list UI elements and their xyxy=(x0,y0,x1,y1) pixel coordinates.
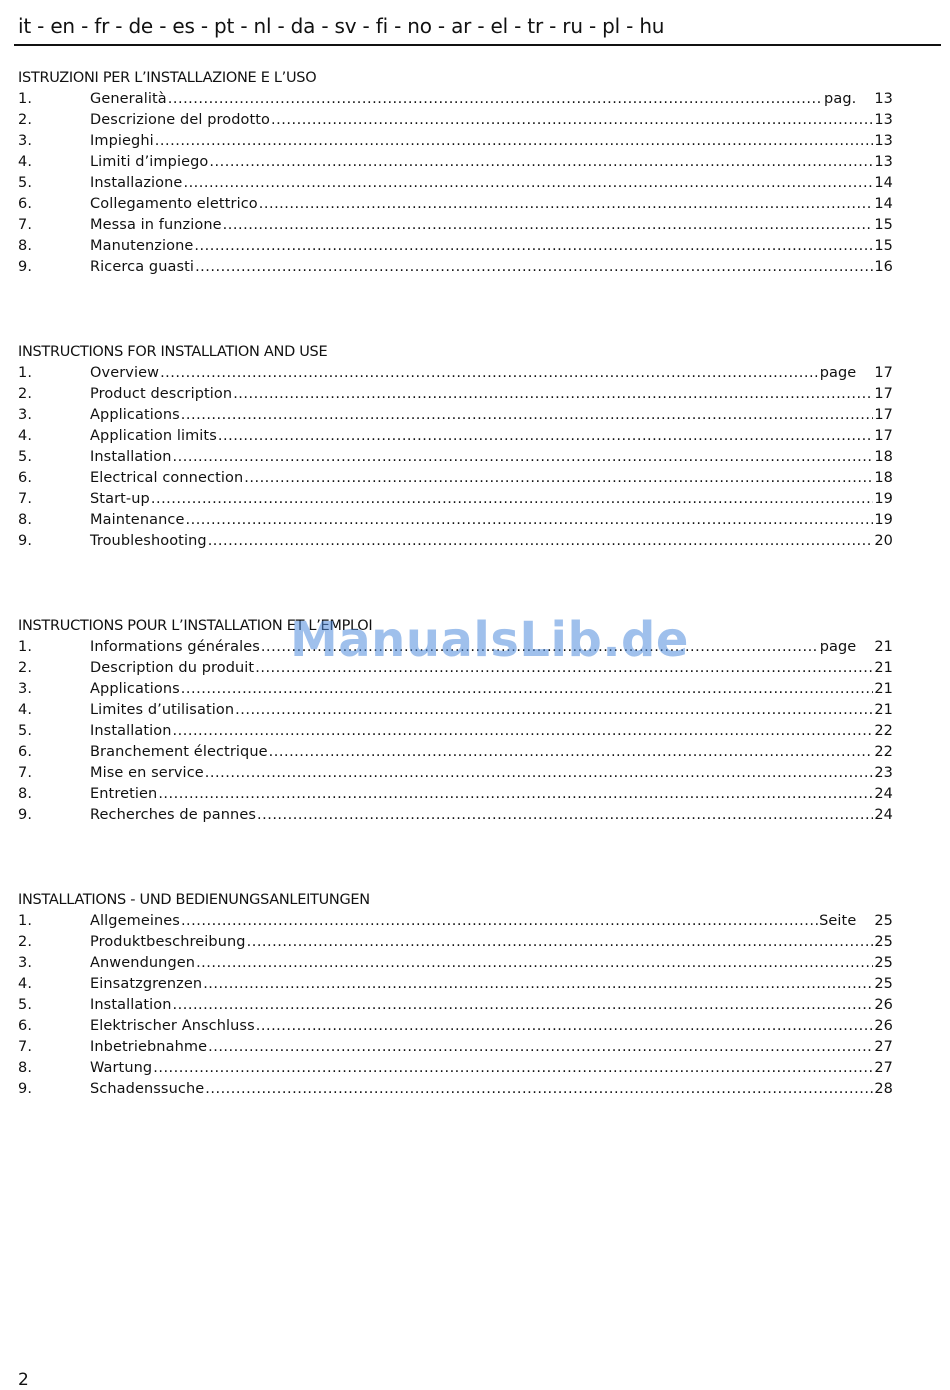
toc-entry-number: 9. xyxy=(18,533,33,549)
toc-entry-number: 9. xyxy=(18,259,33,275)
toc-dot-leader xyxy=(181,679,874,700)
toc-entry-page xyxy=(874,658,893,679)
toc-entry xyxy=(18,721,893,742)
toc-page-number: 27 xyxy=(874,1039,893,1055)
toc-entry xyxy=(18,1079,893,1100)
toc-entry-label: Inbetriebnahme xyxy=(90,1039,208,1055)
toc-entry xyxy=(18,1037,893,1058)
toc-entry-page xyxy=(874,742,893,763)
toc-dot-leader xyxy=(208,531,874,552)
toc-page-number: 28 xyxy=(874,1081,893,1097)
toc-entry-page xyxy=(874,405,893,426)
toc-section-it xyxy=(18,68,893,278)
toc-entry-label: Installation xyxy=(90,449,172,465)
toc-entry-page xyxy=(874,974,893,995)
toc-entry-page xyxy=(874,131,893,152)
toc-entry-label: Electrical connection xyxy=(90,470,244,486)
toc-page-prefix: pag. xyxy=(824,91,857,107)
toc-page-number: 22 xyxy=(874,744,893,760)
toc-page-number: 14 xyxy=(874,196,893,212)
toc-entry xyxy=(18,363,893,384)
toc-dot-leader xyxy=(259,194,874,215)
toc-dot-leader xyxy=(233,384,873,405)
toc-dot-leader xyxy=(195,257,873,278)
toc-dot-leader xyxy=(247,932,874,953)
toc-entry-number: 8. xyxy=(18,1060,33,1076)
toc-entry xyxy=(18,953,893,974)
toc-entry-label: Anwendungen xyxy=(90,955,196,971)
toc-page-number: 25 xyxy=(874,976,893,992)
section-title: INSTRUCTIONS POUR L’INSTALLATION ET L’EMPLOI xyxy=(18,618,373,634)
toc-entry-number: 4. xyxy=(18,702,33,718)
toc-entry-label: Application limits xyxy=(90,428,217,444)
toc-dot-leader xyxy=(203,974,873,995)
toc-entry xyxy=(18,131,893,152)
page-number: 2 xyxy=(18,1370,29,1390)
toc-page-number: 13 xyxy=(874,133,893,149)
toc-page-number: 26 xyxy=(874,1018,893,1034)
toc-entry-label: Informations générales xyxy=(90,639,260,655)
toc-entry xyxy=(18,700,893,721)
toc-dot-leader xyxy=(205,763,874,784)
toc-dot-leader xyxy=(160,363,819,384)
toc-page-number: 13 xyxy=(874,154,893,170)
toc-dot-leader xyxy=(235,700,873,721)
toc-entry-page xyxy=(820,637,893,658)
toc-dot-leader xyxy=(256,1016,874,1037)
toc-entry-label: Schadenssuche xyxy=(90,1081,205,1097)
toc-page-number: 17 xyxy=(874,386,893,402)
toc-page-number: 21 xyxy=(874,660,893,676)
toc-entry-number: 1. xyxy=(18,91,33,107)
toc-entry-label: Impieghi xyxy=(90,133,154,149)
toc-entry-page xyxy=(874,1037,893,1058)
section-title: ISTRUZIONI PER L’INSTALLAZIONE E L’USO xyxy=(18,70,317,86)
toc-page-number: 14 xyxy=(874,175,893,191)
toc-page-number: 25 xyxy=(874,955,893,971)
watermark-logo: ManualsLib.de xyxy=(290,612,689,668)
toc-entry xyxy=(18,447,893,468)
toc-page-number: 13 xyxy=(874,112,893,128)
toc-entry-page xyxy=(874,1058,893,1079)
toc-entry-label: Messa in funzione xyxy=(90,217,222,233)
toc-entry xyxy=(18,384,893,405)
toc-entry xyxy=(18,911,893,932)
toc-entry-number: 2. xyxy=(18,112,33,128)
toc-page-number: 26 xyxy=(874,997,893,1013)
toc-entry-page xyxy=(874,426,893,447)
toc-entry-label: Start-up xyxy=(90,491,150,507)
toc-page-prefix: page xyxy=(819,639,857,655)
toc-page-prefix: page xyxy=(819,365,857,381)
toc-entry-page xyxy=(874,173,893,194)
toc-page-number: 18 xyxy=(874,470,893,486)
toc-entry-number: 4. xyxy=(18,976,33,992)
toc-entry-number: 4. xyxy=(18,428,33,444)
toc-entry xyxy=(18,784,893,805)
header-divider xyxy=(14,44,941,46)
toc-entry-number: 3. xyxy=(18,133,33,149)
toc-entry-label: Descrizione del prodotto xyxy=(90,112,271,128)
toc-page-number: 24 xyxy=(874,786,893,802)
toc-entry-label: Generalità xyxy=(90,91,167,107)
toc-entry xyxy=(18,805,893,826)
toc-entry-number: 5. xyxy=(18,997,33,1013)
toc-page-number: 27 xyxy=(874,1060,893,1076)
language-list: it - en - fr - de - es - pt - nl - da - sv - fi - no - ar - el - tr - ru - pl - hu xyxy=(18,14,665,38)
toc-entry-label: Installazione xyxy=(90,175,183,191)
toc-dot-leader xyxy=(244,468,873,489)
toc-entry-page xyxy=(874,489,893,510)
toc-entry xyxy=(18,152,893,173)
toc-entry xyxy=(18,932,893,953)
toc-page-number: 17 xyxy=(874,407,893,423)
toc-entry-page xyxy=(874,531,893,552)
toc-dot-leader xyxy=(269,742,874,763)
toc-entry-label: Applications xyxy=(90,407,180,423)
toc-page-number: 23 xyxy=(874,765,893,781)
toc-entry-number: 2. xyxy=(18,934,33,950)
toc-page-number: 17 xyxy=(874,365,893,381)
toc-page-number: 21 xyxy=(874,702,893,718)
toc-entry-number: 2. xyxy=(18,660,33,676)
toc-entry-page xyxy=(819,911,893,932)
toc-dot-leader xyxy=(205,1079,873,1100)
toc-entry-number: 3. xyxy=(18,681,33,697)
toc-dot-leader xyxy=(153,1058,873,1079)
toc-page-number: 21 xyxy=(874,639,893,655)
toc-dot-leader xyxy=(168,89,823,110)
toc-entry-label: Ricerca guasti xyxy=(90,259,195,275)
toc-entry xyxy=(18,1016,893,1037)
toc-page-number: 25 xyxy=(874,913,893,929)
toc-entry-page xyxy=(874,510,893,531)
toc-entry-number: 6. xyxy=(18,744,33,760)
toc-entry-number: 6. xyxy=(18,196,33,212)
toc-dot-leader xyxy=(151,489,873,510)
toc-entry-label: Recherches de pannes xyxy=(90,807,256,823)
toc-dot-leader xyxy=(208,1037,873,1058)
toc-entry-page xyxy=(874,805,893,826)
toc-page-number: 13 xyxy=(874,91,893,107)
toc-entry-number: 5. xyxy=(18,723,33,739)
toc-dot-leader xyxy=(181,911,818,932)
toc-entry-label: Branchement électrique xyxy=(90,744,268,760)
toc-entry-number: 9. xyxy=(18,1081,33,1097)
toc-dot-leader xyxy=(173,721,874,742)
toc-entry xyxy=(18,468,893,489)
toc-dot-leader xyxy=(271,110,873,131)
toc-entry xyxy=(18,763,893,784)
toc-page-number: 18 xyxy=(874,449,893,465)
toc-entry xyxy=(18,974,893,995)
toc-entry-page xyxy=(874,447,893,468)
toc-entry-label: Entretien xyxy=(90,786,158,802)
toc-entry-page xyxy=(874,1016,893,1037)
toc-entry-number: 7. xyxy=(18,491,33,507)
toc-entry-number: 8. xyxy=(18,786,33,802)
toc-dot-leader xyxy=(173,447,874,468)
toc-entry-page xyxy=(874,236,893,257)
toc-entry-number: 8. xyxy=(18,512,33,528)
toc-entry-label: Description du produit xyxy=(90,660,255,676)
toc-entry-number: 7. xyxy=(18,1039,33,1055)
toc-entry-page xyxy=(824,89,893,110)
toc-entry-page xyxy=(874,700,893,721)
toc-dot-leader xyxy=(183,173,873,194)
toc-entry-page xyxy=(874,468,893,489)
toc-entry-page xyxy=(874,721,893,742)
toc-entry-page xyxy=(874,384,893,405)
toc-entry xyxy=(18,110,893,131)
toc-entry xyxy=(18,995,893,1016)
toc-entry-label: Product description xyxy=(90,386,233,402)
toc-dot-leader xyxy=(185,510,873,531)
toc-entry-number: 6. xyxy=(18,1018,33,1034)
toc-page-number: 19 xyxy=(874,512,893,528)
toc-entry-label: Produktbeschreibung xyxy=(90,934,246,950)
toc-entry-label: Limiti d’impiego xyxy=(90,154,209,170)
toc-dot-leader xyxy=(223,215,874,236)
toc-page-number: 25 xyxy=(874,934,893,950)
toc-entry-number: 1. xyxy=(18,913,33,929)
toc-dot-leader xyxy=(209,152,873,173)
toc-entry-number: 7. xyxy=(18,765,33,781)
toc-entry-label: Limites d’utilisation xyxy=(90,702,235,718)
toc-section-en xyxy=(18,342,893,552)
toc-dot-leader xyxy=(194,236,873,257)
toc-entry-number: 5. xyxy=(18,449,33,465)
toc-section-de xyxy=(18,890,893,1100)
toc-dot-leader xyxy=(158,784,873,805)
toc-page-number: 15 xyxy=(874,217,893,233)
toc-entry-page xyxy=(874,215,893,236)
toc-entry xyxy=(18,194,893,215)
toc-page-number: 24 xyxy=(874,807,893,823)
toc-entry xyxy=(18,257,893,278)
toc-entry xyxy=(18,489,893,510)
toc-dot-leader xyxy=(218,426,873,447)
toc-page-number: 20 xyxy=(874,533,893,549)
toc-page-number: 19 xyxy=(874,491,893,507)
toc-entry-page xyxy=(874,152,893,173)
toc-entry-number: 3. xyxy=(18,955,33,971)
toc-entry-page xyxy=(874,763,893,784)
toc-page-number: 22 xyxy=(874,723,893,739)
toc-entry-number: 6. xyxy=(18,470,33,486)
toc-entry-number: 1. xyxy=(18,639,33,655)
toc-entry xyxy=(18,173,893,194)
toc-dot-leader xyxy=(196,953,873,974)
section-title: INSTRUCTIONS FOR INSTALLATION AND USE xyxy=(18,344,328,360)
toc-dot-leader xyxy=(181,405,874,426)
toc-entry-label: Mise en service xyxy=(90,765,204,781)
toc-entry-page xyxy=(874,1079,893,1100)
toc-entry-page xyxy=(874,932,893,953)
toc-entry-page xyxy=(874,257,893,278)
section-title: INSTALLATIONS - UND BEDIENUNGSANLEITUNGEN xyxy=(18,892,370,908)
toc-entry-page xyxy=(874,194,893,215)
toc-entry xyxy=(18,236,893,257)
toc-entry-number: 2. xyxy=(18,386,33,402)
toc-entry-number: 9. xyxy=(18,807,33,823)
toc-entry-label: Wartung xyxy=(90,1060,153,1076)
toc-entry-page xyxy=(874,995,893,1016)
toc-entry-label: Maintenance xyxy=(90,512,185,528)
toc-entry xyxy=(18,215,893,236)
toc-dot-leader xyxy=(173,995,874,1016)
toc-entry-label: Applications xyxy=(90,681,180,697)
toc-entry-number: 8. xyxy=(18,238,33,254)
toc-dot-leader xyxy=(155,131,874,152)
toc-entry-number: 1. xyxy=(18,365,33,381)
toc-page-number: 17 xyxy=(874,428,893,444)
toc-entry xyxy=(18,679,893,700)
toc-entry-number: 4. xyxy=(18,154,33,170)
toc-entry-page xyxy=(874,784,893,805)
toc-entry-page xyxy=(874,953,893,974)
toc-entry-label: Collegamento elettrico xyxy=(90,196,258,212)
toc-entry-number: 7. xyxy=(18,217,33,233)
toc-entry-number: 3. xyxy=(18,407,33,423)
toc-entry-label: Elektrischer Anschluss xyxy=(90,1018,255,1034)
toc-dot-leader xyxy=(257,805,873,826)
toc-entry-label: Installation xyxy=(90,997,172,1013)
toc-entry xyxy=(18,1058,893,1079)
toc-entry-label: Overview xyxy=(90,365,160,381)
toc-entry xyxy=(18,531,893,552)
toc-entry xyxy=(18,510,893,531)
toc-page-number: 15 xyxy=(874,238,893,254)
toc-entry xyxy=(18,742,893,763)
toc-page-number: 21 xyxy=(874,681,893,697)
toc-entry xyxy=(18,426,893,447)
toc-entry-label: Installation xyxy=(90,723,172,739)
toc-entry xyxy=(18,405,893,426)
toc-entry-page xyxy=(820,363,893,384)
toc-entry-label: Manutenzione xyxy=(90,238,194,254)
toc-entry-label: Troubleshooting xyxy=(90,533,207,549)
toc-entry-page xyxy=(874,110,893,131)
toc-page-prefix: Seite xyxy=(819,913,857,929)
toc-entry-label: Allgemeines xyxy=(90,913,180,929)
toc-entry xyxy=(18,89,893,110)
toc-entry-label: Einsatzgrenzen xyxy=(90,976,203,992)
toc-entry-page xyxy=(874,679,893,700)
toc-entry-number: 5. xyxy=(18,175,33,191)
toc-page-number: 16 xyxy=(874,259,893,275)
